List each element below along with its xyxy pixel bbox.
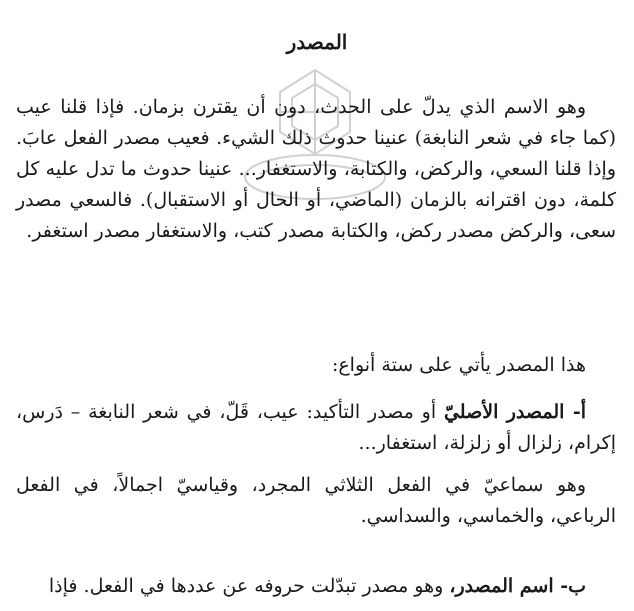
type-b-heading: ب- اسم المصدر، xyxy=(449,575,586,597)
type-a-text: أو مصدر التأكيد: عيب، قَلّ، في شعر النابغة – دَرس، إكرام، زلزال أو زلزلة، استغفار... xyxy=(16,401,616,454)
page-title: المصدر xyxy=(286,30,348,54)
type-a-heading: أ- المصدر الأصليّ xyxy=(443,401,586,423)
definition-paragraph: وهو الاسم الذي يدلّ على الحدث، دون أن يقترن بزمان. فإذا قلنا عيب (كما جاء في شعر النابغة) عنينا حدوث ذلك الشيء. فعيب مصدر الفعل عابَ. وإذا قلنا السعي، والركض، والكتابة، والاستغفار... عنينا حدوث ما تدل عليه كل كلمة، دون اقترانه بالزمان (الماضي، أو الحال أو الاستقبال). فالسعي مصدر سعى، والركض مصدر ركض، والكتابة مصدر كتب، والاستغفار مصدر استغفر. xyxy=(16,96,616,242)
sama-qiyas-paragraph: وهو سماعيّ في الفعل الثلاثي المجرد، وقياسيّ اجمالاً، في الفعل الرباعي، والخماسي، والسداسي. xyxy=(16,474,616,527)
type-a-paragraph xyxy=(16,397,616,459)
type-b-text: وهو مصدر تبدّلت حروفه عن عددها في الفعل. فإذا xyxy=(48,575,450,597)
types-intro-paragraph: هذا المصدر يأتي على ستة أنواع: xyxy=(331,354,586,376)
type-b-paragraph xyxy=(16,571,616,602)
